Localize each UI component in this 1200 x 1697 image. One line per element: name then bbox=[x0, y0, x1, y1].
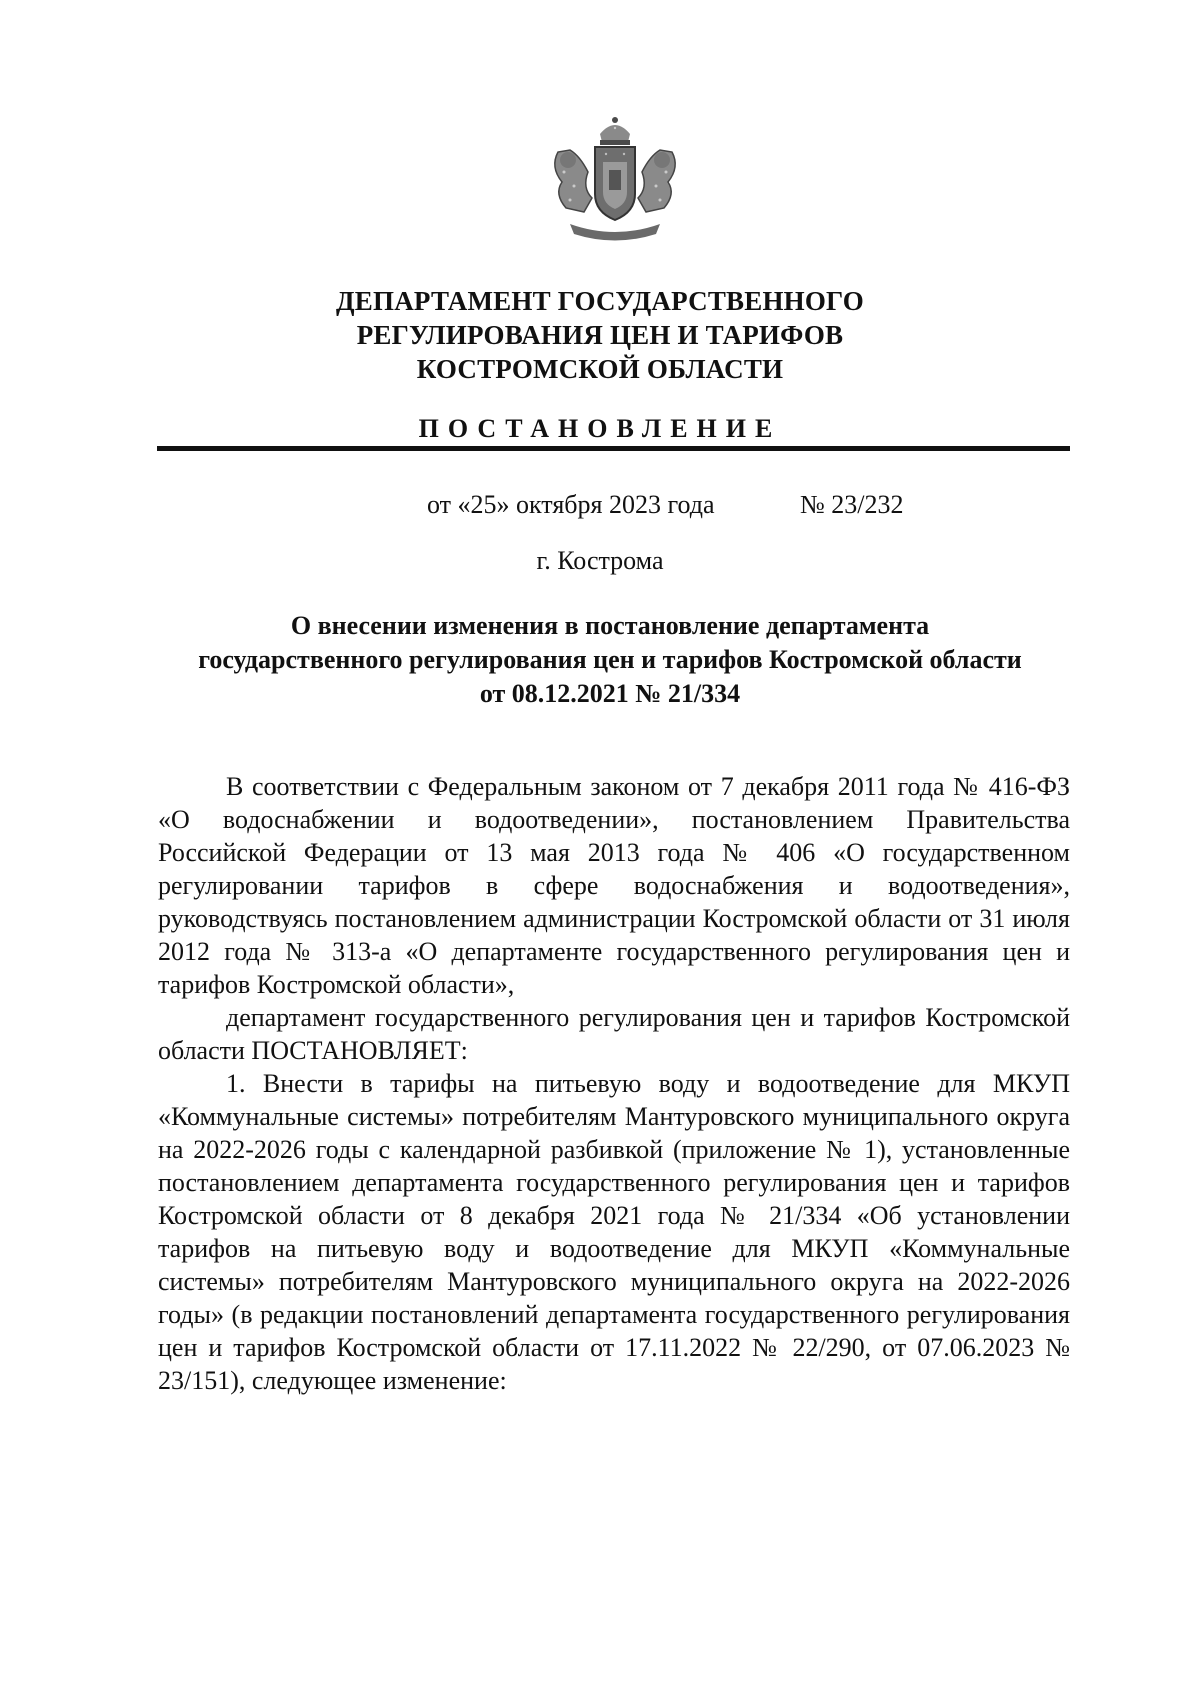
body-paragraph: департамент государственного регулирования цен и тарифов Костромской области ПОСТАНОВЛЯЕТ: bbox=[158, 1003, 1070, 1065]
department-name-line: ДЕПАРТАМЕНТ ГОСУДАРСТВЕННОГО bbox=[336, 286, 864, 316]
document-city: г. Кострома bbox=[536, 546, 664, 575]
document-title-line: О внесении изменения в постановление департамента bbox=[290, 611, 930, 640]
body-paragraph: В соответствии с Федеральным законом от 7 декабря 2011 года № 416-ФЗ «О водоснабжении и водоотведении», постановлением Правительства Российской Федерации от 13 мая 2013 года № 406 «О государственном регулировании тарифов в сфере водоснабжения и водоотведения», руководствуясь постановлением администрации Костромской области от 31 июля 2012 года № 313-а «О департаменте государственного регулирования цен и тарифов Костромской области», bbox=[158, 772, 1070, 999]
body-paragraph: 1. Внести в тарифы на питьевую воду и водоотведение для МКУП «Коммунальные системы» потребителям Мантуровского муниципального округа на 2022-2026 годы с календарной разбивкой (приложение № 1), установленные постановлением департамента государственного регулирования цен и тарифов Костромской области от 8 декабря 2021 года № 21/334 «Об установлении тарифов на питьевую воду и водоотведение для МКУП «Коммунальные системы» потребителям Мантуровского муниципального округа на 2022-2026 годы» (в редакции постановлений департамента государственного регулирования цен и тарифов Костромской области от 17.11.2022 № 22/290, от 07.06.2023 № 23/151), следующее изменение: bbox=[158, 1069, 1070, 1395]
document-title-line: от 08.12.2021 № 21/334 bbox=[479, 679, 741, 708]
document-date: от «25» октября 2023 года bbox=[427, 490, 715, 519]
header-divider bbox=[157, 446, 1070, 451]
department-name-line: РЕГУЛИРОВАНИЯ ЦЕН И ТАРИФОВ bbox=[356, 320, 844, 350]
department-name-line: КОСТРОМСКОЙ ОБЛАСТИ bbox=[416, 354, 784, 384]
document-number: № 23/232 bbox=[800, 490, 904, 519]
document-title bbox=[150, 609, 1070, 711]
department-name bbox=[0, 284, 1200, 386]
document-type-heading: ПОСТАНОВЛЕНИЕ bbox=[418, 414, 782, 443]
coat-of-arms-icon bbox=[540, 112, 690, 247]
document-title-line: государственного регулирования цен и тарифов Костромской области bbox=[198, 645, 1022, 674]
document-body bbox=[158, 770, 1070, 1397]
